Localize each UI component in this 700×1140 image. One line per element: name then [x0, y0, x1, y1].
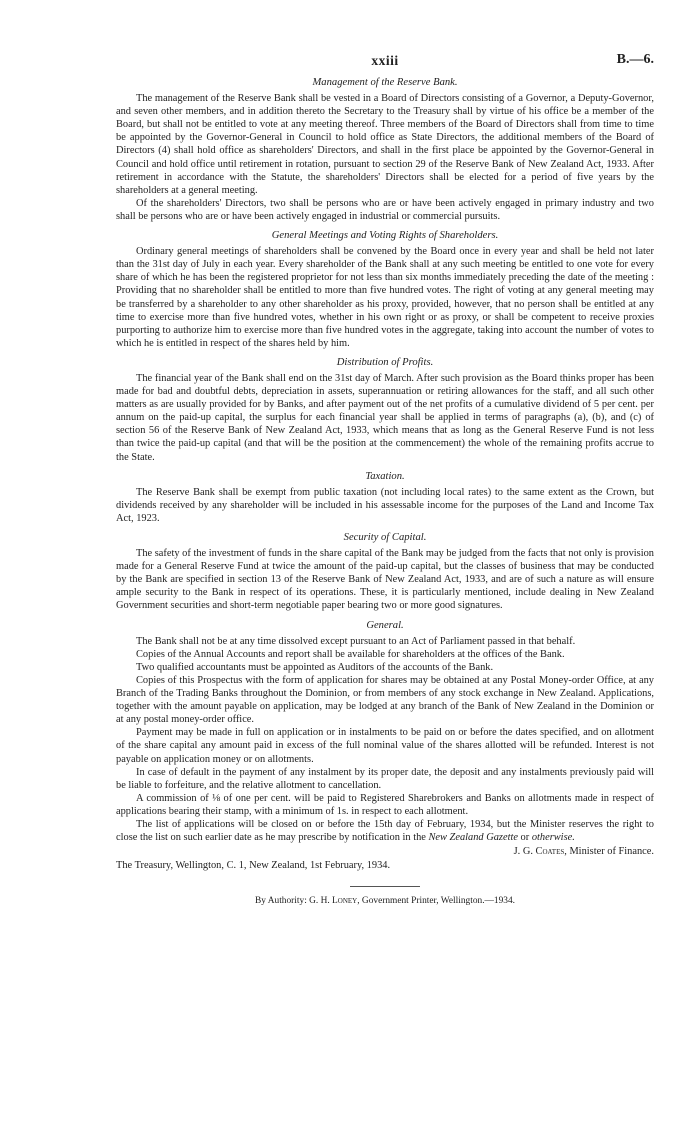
date-line: The Treasury, Wellington, C. 1, New Zealand, 1st February, 1934. [116, 860, 391, 872]
paragraph: A commission of ⅛ of one per cent. will be paid to Registered Sharebrokers and Banks on allotments made in respect of applications bearing their stamp, with a minimum of 1s. in respect to each allotment. [116, 792, 654, 817]
closing-paragraph [116, 818, 654, 844]
paragraph: Ordinary general meetings of shareholders shall be convened by the Board once in every year and shall be held not later than the 31st day of July in each year. Every shareholder of the Bank shall at any such meeting be entitled to one vote for every share of which he has been the registered proprietor for not less than six months immediately preceding the date of the meeting : Providing that no shareholder shall be entitled to more than five hundred votes. The right of voting at any general meeting may be transferred by a shareholder to any other shareholder as his proxy, provided, however, that no person shall be entitled at any time to exercise more than five hundred votes, whether in his own right or as proxy, or shall be competent to receive proxies purporting to authorize him to exercise more than five hundred votes in the aggregate, taking into account the number of votes to which he is entitled in respect of the shares held by him. [116, 246, 654, 349]
closing-text: The list of applications will be closed on or before the 15th day of February, 1934, but the Minister reserves the right to close the list on such earlier date as he may prescribe by notification in the [116, 818, 654, 844]
paragraph: Payment may be made in full on application or in instalments to be paid on or before the dates specified, and on allotment of the share capital any amount paid in excess of the full nominal value of the shares allotted will be refunded. Interest is not payable on application money or on allotments. [116, 727, 654, 765]
printer-footer [116, 895, 654, 908]
closing-text-mid: or [517, 832, 532, 844]
document-reference: B.—6. [616, 52, 654, 67]
footer-printer-name: G. H. Loney, [309, 896, 360, 907]
footer-authority: By Authority: [254, 896, 307, 907]
page-header [116, 40, 654, 70]
page-number: xxiii [371, 53, 399, 68]
section-general [116, 619, 654, 845]
paragraph: The management of the Reserve Bank shall be vested in a Board of Directors consisting of a Governor, a Deputy-Governor, and seven other members, and in addition thereto the Secretary to the Treasury shall by virtue of his office be a member of the Board, but shall not be entitled to vote at any meeting thereof. Three members of the Board of Directors shall from time to time be appointed by the Governor-General in Council to hold office as State Directors, the additional members of the Board of Directors (4) shall hold office as shareholders' Directors, and shall in the first place be appointed by the Governor-General in Council and hold office until retirement in rotation, pursuant to section 29 of the Reserve Bank of New Zealand Act, 1933. After retirement in accordance with the Statute, the shareholders' Directors shall be elected for a period of five years by the shareholders at a general meeting. [116, 93, 654, 196]
paragraph: In case of default in the payment of any instalment by its proper date, the deposit and any instalments previously paid will be liable to forfeiture, and the relative allotment to cancellation. [116, 766, 654, 791]
gazette-title: New Zealand Gazette [428, 832, 518, 844]
section-heading: Management of the Reserve Bank. [312, 77, 458, 88]
section-management [116, 76, 654, 223]
signatory-name: J. G. Coates, [513, 846, 567, 858]
section-distribution-of-profits [116, 356, 654, 464]
section-heading: General. [366, 619, 404, 631]
paragraph: The safety of the investment of funds in the share capital of the Bank may be judged from the facts that not only is provision made for a General Reserve Fund at twice the amount of the paid-up capital, but the classes of business that may be conducted by the Bank are specified in section 13 of the Reserve Bank of New Zealand Act, 1933, and are of such a nature as will ensure ample security to the Bank in respect of its operations. These, it is particularly mentioned, include dealing in New Zealand Government securities and short-term negotiable paper bearing two or more good signatures. [116, 548, 654, 612]
paragraph: Of the shareholders' Directors, two shall be persons who are or have been actively engaged in primary industry and two shall be persons who are or have been actively engaged in industrial or commercial pursuits. [116, 197, 654, 222]
footer-printer-rest: Government Printer, Wellington.—1934. [359, 896, 516, 907]
section-taxation [116, 470, 654, 525]
paragraph: Two qualified accountants must be appointed as Auditors of the accounts of the Bank. [136, 661, 494, 673]
footer-divider [350, 886, 420, 887]
paragraph: Copies of the Annual Accounts and report shall be available for shareholders at the offices of the Bank. [136, 648, 565, 660]
section-security-of-capital [116, 531, 654, 613]
signatory-title: Minister of Finance. [566, 846, 654, 858]
section-heading: General Meetings and Voting Rights of Shareholders. [271, 230, 499, 242]
paragraph: Copies of this Prospectus with the form of application for shares may be obtained at any Postal Money-order Office, at any Branch of the Trading Banks throughout the Dominion, or from members of any stock exchange in New Zealand. Applications, together with the amount payable on application, may be lodged at any branch of the Bank of New Zealand in the Dominion or at any postal money-order office. [116, 674, 654, 726]
section-heading: Distribution of Profits. [336, 356, 434, 368]
signature-line [116, 845, 654, 858]
paragraph: The financial year of the Bank shall end on the 31st day of March. After such provision as the Board thinks proper has been made for bad and doubtful debts, depreciation in assets, superannuation or retiring allowances for the staff, and all such other matters as are usually provided for by Banks, and after payment out of the net profits of a cumulative dividend of 5 per cent. per annum on the paid-up capital, the surplus for each financial year shall be applied in terms of paragraphs (a), (b), and (c) of section 56 of the Reserve Bank of New Zealand Act, 1933, which means that as long as the General Reserve Fund is not less than twice the paid-up capital (and that will be the position at the commencement) the whole of the remaining profits accrue to the State. [116, 372, 654, 463]
paragraph: The Bank shall not be at any time dissolved except pursuant to an Act of Parliament passed in that behalf. [136, 635, 576, 647]
paragraph: The Reserve Bank shall be exempt from public taxation (not including local rates) to the same extent as the Crown, but dividends received by any shareholder will be included in his assessable income for the purposes of the Land and Income Tax Act, 1923. [116, 486, 654, 524]
section-heading: Taxation. [365, 470, 405, 482]
closing-otherwise: otherwise. [531, 832, 575, 844]
section-general-meetings [116, 229, 654, 350]
section-heading: Security of Capital. [343, 532, 427, 543]
